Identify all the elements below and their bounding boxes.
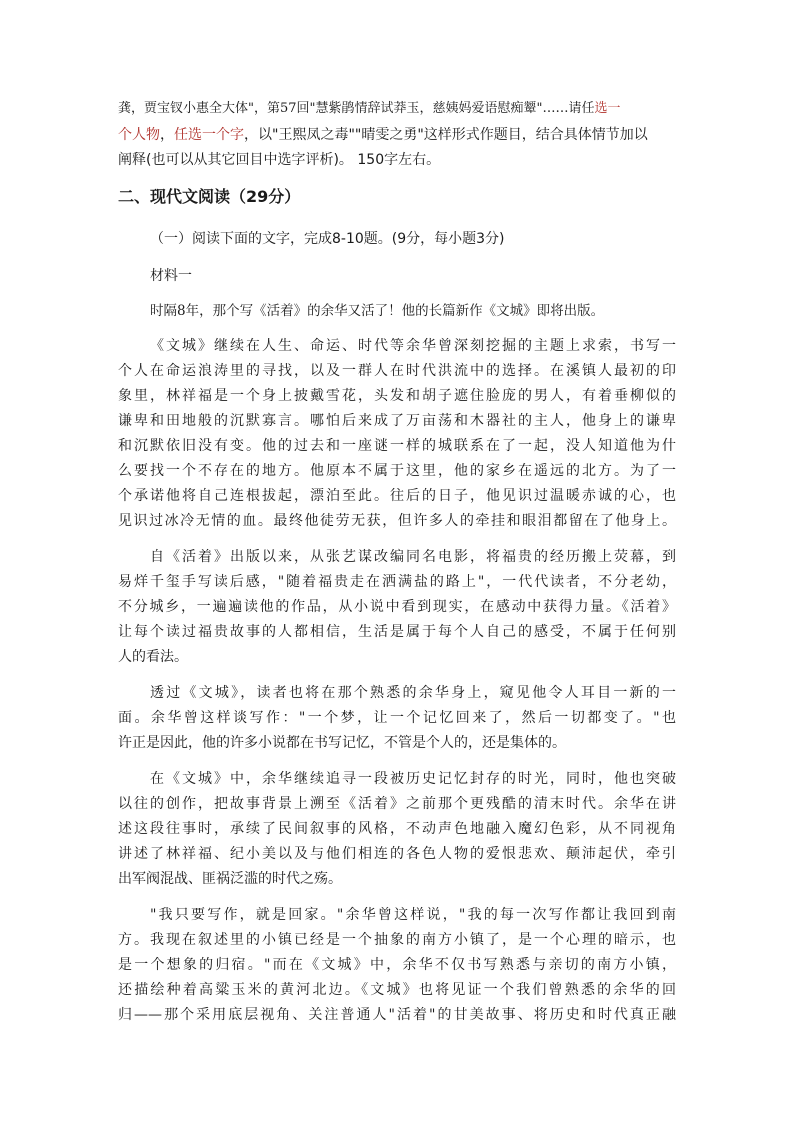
sub-title: （一）阅读下面的文字，完成8-10题。(9分，每小题3分) xyxy=(150,231,505,247)
p2-line: 和沉默依旧没有变。他的过去和一座谜一样的城联系在了一起，没人知道他为什 xyxy=(118,438,676,454)
p5-line: 在《文城》中，余华继续追寻一段被历史记忆封存的时光，同时，他也突破 xyxy=(150,771,676,787)
p2-line: 象里，林祥福是一个身上披戴雪花，头发和胡子遮住脸庞的男人，有着垂柳似的 xyxy=(118,388,676,404)
material-label: 材料一 xyxy=(150,268,192,284)
p6-line: 归——那个采用底层视角、关注普通人"活着"的甘美故事、将历史和时代真正融 xyxy=(118,1007,676,1023)
p3-line: 易烊千玺手写读后感，"随着福贵走在洒满盐的路上"，一代代读者，不分老幼， xyxy=(118,574,676,590)
p4-line: 透过《文城》，读者也将在那个熟悉的余华身上，窥见他令人耳目一新的一 xyxy=(150,685,676,701)
section-title: 二、现代文阅读（29分） xyxy=(118,187,301,206)
p3-line: 不分城乡，一遍遍读他的作品，从小说中看到现实，在感动中获得力量。《活着》 xyxy=(118,599,676,615)
p3-line: 自《活着》出版以来，从张艺谋改编同名电影，将福贵的经历搬上荧幕，到 xyxy=(150,549,676,565)
intro-line-1-text: 龚，贾宝钗小惠全大体"，第57回"慧紫鹃情辞试莽玉，慈姨妈爱语慰痴颦"……请任 xyxy=(118,101,595,116)
intro-line-1 xyxy=(118,100,621,118)
intro-line-3-text: 阐释(也可以从其它回目中选字评析)。 150字左右。 xyxy=(118,152,441,168)
intro-line-2-highlight-b: 任选一个字 xyxy=(174,127,244,143)
p4-line: 许正是因此，他的许多小说都在书写记忆，不管是个人的，还是集体的。 xyxy=(118,735,566,751)
p6-line: 方。我现在叙述里的小镇已经是一个抽象的南方小镇了，是一个心理的暗示，也 xyxy=(118,932,676,948)
p5-line: 讲述了林祥福、纪小美以及与他们相连的各色人物的爱恨悲欢、颠沛起伏，牵引 xyxy=(118,846,676,862)
p4-line: 面。余华曾这样谈写作："一个梦，让一个记忆回来了，然后一切都变了。"也 xyxy=(118,710,676,726)
p2-line: 见识过冰冷无情的血。最终他徒劳无获，但许多人的牵挂和眼泪都留在了他身上。 xyxy=(118,513,676,529)
intro-line-2 xyxy=(118,126,648,144)
intro-line-1-highlight: 选一 xyxy=(594,101,621,116)
p2-line: 么要找一个不存在的地方。他原本不属于这里，他的家乡在遥远的北方。为了一 xyxy=(118,463,676,479)
p2-line: 《文城》继续在人生、命运、时代等余华曾深刻挖掘的主题上求索，书写一 xyxy=(150,338,676,354)
p3-line: 人的看法。 xyxy=(118,649,188,665)
p5-line: 以往的创作，把故事背景上溯至《活着》之前那个更残酷的清末时代。余华在讲 xyxy=(118,796,676,812)
p5-line: 出军阀混战、匪祸泛滥的时代之殇。 xyxy=(118,871,342,887)
p5-line: 述这段往事时，承续了民间叙事的风格，不动声色地融入魔幻色彩，从不同视角 xyxy=(118,821,676,837)
p2-line: 个承诺他将自己连根拔起，漂泊至此。往后的日子，他见识过温暖赤诚的心，也 xyxy=(118,488,676,504)
p2-line: 个人在命运浪涛里的寻找，以及一群人在时代洪流中的选择。在溪镇人最初的印 xyxy=(118,363,676,379)
intro-line-2-text: ，以"王熙凤之毒""晴雯之勇"这样形式作题目，结合具体情节加以 xyxy=(244,127,648,143)
paragraph-1: 时隔8年，那个写《活着》的余华又活了！他的长篇新作《文城》即将出版。 xyxy=(150,303,605,319)
p6-line: 还描绘种着高粱玉米的黄河北边。《文城》也将见证一个我们曾熟悉的余华的回 xyxy=(118,982,676,998)
intro-line-3 xyxy=(118,151,440,169)
intro-line-2-highlight-a: 个人物 xyxy=(118,127,160,143)
p6-line: "我只要写作，就是回家。"余华曾这样说，"我的每一次写作都让我回到南 xyxy=(150,907,676,923)
p3-line: 让每个读过福贵故事的人都相信，生活是属于每个人自己的感受，不属于任何别 xyxy=(118,624,676,640)
p2-line: 谦卑和田地般的沉默寡言。哪怕后来成了万亩荡和木器社的主人，他身上的谦卑 xyxy=(118,413,676,429)
p6-line: 是一个想象的归宿。"而在《文城》中，余华不仅书写熟悉与亲切的南方小镇， xyxy=(118,957,676,973)
intro-line-2-sep: ， xyxy=(160,127,174,143)
